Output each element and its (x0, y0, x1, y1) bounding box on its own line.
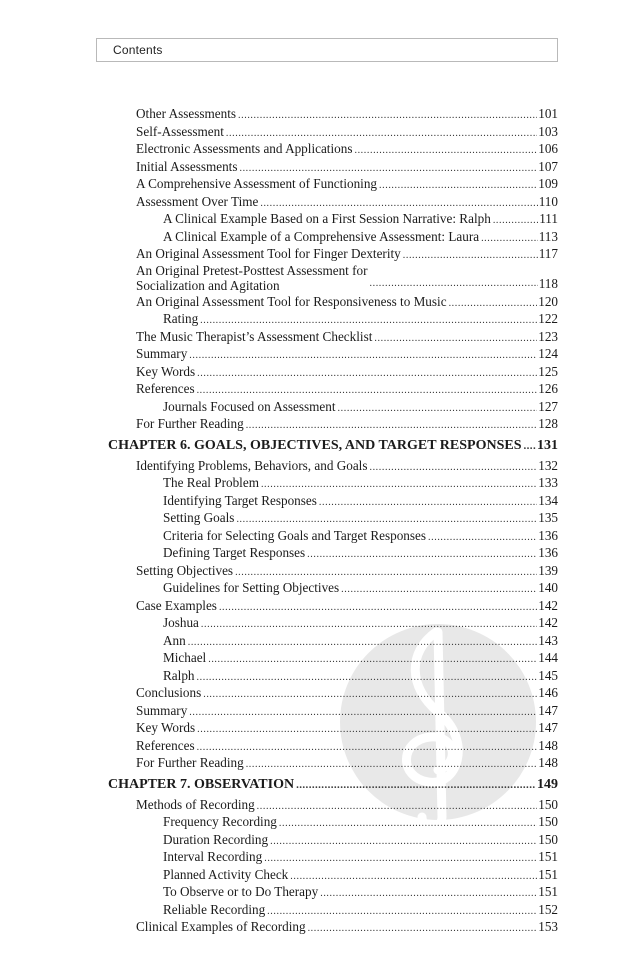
dot-leader (319, 494, 537, 512)
toc-entry-title: References (136, 737, 195, 753)
toc-entry-title: Case Examples (136, 597, 217, 613)
toc-entry[interactable] (108, 509, 558, 527)
toc-entry[interactable] (108, 293, 558, 311)
toc-entry-title: A Comprehensive Assessment of Functioning (136, 176, 378, 191)
dot-leader (246, 417, 538, 435)
dot-leader (370, 275, 538, 293)
toc-entry[interactable] (108, 398, 558, 416)
toc-entry-title: Setting Objectives (136, 562, 234, 578)
toc-page-number: 135 (538, 510, 558, 525)
toc-page-number: 146 (538, 685, 558, 700)
toc-page-number: 139 (538, 562, 558, 578)
toc-page-number: 125 (538, 363, 558, 379)
running-header (96, 38, 558, 62)
toc-entry-title: For Further Reading (136, 755, 244, 770)
dot-leader (403, 247, 538, 265)
dot-leader (338, 400, 538, 418)
toc-entry-title: Guidelines for Setting Objectives (163, 580, 340, 595)
toc-entry-title: Assessment Over Time (136, 193, 259, 209)
toc-entry-title: References (136, 381, 195, 396)
toc-entry-title: Identifying Problems, Behaviors, and Goals (136, 457, 368, 473)
toc-page-number: 127 (538, 398, 558, 414)
toc-entry-title: Duration Recording (163, 831, 269, 847)
toc-page-number: 150 (538, 814, 558, 829)
treble-clef-watermark-icon (338, 612, 538, 832)
toc-page-number: 153 (538, 919, 558, 934)
toc-page-number: 120 (538, 293, 558, 309)
toc-page-number: 111 (539, 211, 558, 226)
dot-leader (267, 903, 537, 921)
toc-entry[interactable] (108, 158, 558, 176)
toc-entry[interactable] (108, 474, 558, 492)
toc-page-number: 151 (538, 849, 558, 864)
toc-entry[interactable] (108, 328, 558, 346)
dot-leader (341, 581, 537, 599)
toc-page-number: 123 (538, 328, 558, 344)
dot-leader (307, 546, 537, 564)
toc-entry-title: Identifying Target Responses (163, 492, 317, 508)
toc-entry-title: Key Words (136, 363, 196, 379)
toc-entry-title: A Clinical Example Based on a First Session Narrative: Ralph (163, 211, 491, 226)
toc-entry-title: Criteria for Selecting Goals and Target Responses (163, 527, 427, 543)
toc-entry-title: Other Assessments (136, 106, 237, 121)
toc-entry[interactable] (108, 918, 558, 936)
toc-entry-title: Defining Target Responses (163, 545, 306, 560)
toc-page-number: 134 (538, 492, 558, 508)
toc-page-number: 133 (538, 475, 558, 490)
toc-entry-title: Electronic Assessments and Applications (136, 141, 353, 156)
toc-entry[interactable] (108, 210, 558, 228)
toc-page-number: 106 (538, 141, 558, 156)
toc-page-number: 136 (538, 545, 558, 560)
toc-entry[interactable] (108, 345, 558, 363)
toc-page-number: 144 (538, 650, 558, 665)
toc-page-number: 132 (538, 457, 558, 473)
toc-page-number: 148 (538, 737, 558, 753)
toc-entry[interactable] (108, 901, 558, 919)
toc-chapter-entry[interactable] (108, 435, 558, 456)
toc-entry-title: The Real Problem (163, 475, 259, 490)
toc-entry[interactable] (108, 245, 558, 263)
dot-leader (481, 230, 538, 248)
toc-entry-title: Conclusions (136, 685, 202, 700)
toc-entry-title: Frequency Recording (163, 814, 277, 829)
dot-leader (428, 529, 537, 547)
toc-page-number: 152 (538, 901, 558, 917)
toc-page-number: 131 (537, 437, 558, 453)
dot-leader (449, 295, 538, 313)
toc-entry[interactable] (108, 310, 558, 328)
dot-leader (379, 177, 537, 195)
running-header-label: Contents (113, 43, 163, 57)
toc-entry[interactable] (108, 579, 558, 597)
toc-entry-title: Summary (136, 702, 188, 718)
toc-entry-title: Planned Activity Check (163, 866, 289, 882)
toc-entry-title: Self-Assessment (136, 123, 224, 139)
toc-page-number: 149 (537, 776, 558, 792)
toc-entry[interactable] (108, 415, 558, 433)
toc-entry[interactable] (108, 544, 558, 562)
toc-entry-title: CHAPTER 6. GOALS, OBJECTIVES, AND TARGET RESPONSES (108, 437, 522, 453)
toc-page-number: 136 (538, 527, 558, 543)
toc-entry-title: Journals Focused on Assessment (163, 398, 336, 414)
toc-page-number: 113 (538, 228, 558, 244)
toc-entry[interactable] (108, 123, 558, 141)
toc-entry[interactable] (108, 363, 558, 381)
toc-page-number: 124 (538, 346, 558, 361)
toc-page-number: 147 (538, 720, 558, 735)
toc-entry-title: A Clinical Example of a Comprehensive Assessment: Laura (163, 228, 480, 244)
toc-entry[interactable] (108, 380, 558, 398)
toc-page-number: 126 (538, 381, 558, 396)
toc-entry[interactable] (108, 831, 558, 849)
dot-leader (290, 868, 537, 886)
toc-page-number: 143 (538, 632, 558, 648)
toc-page-number: 109 (538, 176, 558, 191)
dot-leader (189, 347, 537, 365)
toc-entry[interactable] (108, 492, 558, 510)
toc-page-number: 103 (538, 123, 558, 139)
dot-leader (369, 459, 537, 477)
toc-page-number: 150 (538, 831, 558, 847)
toc-page-number: 140 (538, 580, 558, 595)
toc-entry[interactable] (108, 866, 558, 884)
toc-entry-title: Michael (163, 650, 207, 665)
toc-entry[interactable] (108, 263, 558, 293)
toc-entry-title: Setting Goals (163, 510, 235, 525)
dot-leader (270, 833, 537, 851)
toc-page-number: 147 (538, 702, 558, 718)
toc-page-number: 142 (538, 597, 558, 613)
toc-entry-title: To Observe or to Do Therapy (163, 884, 319, 899)
toc-entry-title: Clinical Examples of Recording (136, 919, 306, 934)
toc-entry-title: Key Words (136, 720, 196, 735)
dot-leader (264, 850, 537, 868)
toc-entry-title: Rating (163, 311, 199, 326)
toc-entry-title: Joshua (163, 615, 199, 630)
toc-page-number: 145 (538, 667, 558, 683)
toc-page-number: 117 (538, 246, 558, 261)
toc-page-number: 122 (538, 311, 558, 326)
dot-leader (238, 107, 537, 125)
toc-entry[interactable] (108, 883, 558, 901)
toc-entry-title: Ralph (163, 667, 195, 683)
toc-entry-title: Ann (163, 632, 186, 648)
toc-page-number: 148 (538, 755, 558, 770)
toc-entry[interactable] (108, 527, 558, 545)
dot-leader (524, 436, 537, 457)
dot-leader (493, 212, 538, 230)
dot-leader (197, 365, 537, 383)
toc-page-number: 101 (538, 106, 558, 121)
toc-entry[interactable] (108, 105, 558, 123)
toc-entry-title-line: Socialization and Agitation (136, 277, 280, 293)
toc-entry-title: An Original Assessment Tool for Finger Dexterity (136, 246, 401, 261)
toc-page-number: 107 (538, 158, 558, 174)
toc-entry[interactable] (108, 140, 558, 158)
toc-entry-title-line: An Original Pretest-Posttest Assessment for (136, 262, 368, 278)
toc-entry-title: Initial Assessments (136, 158, 238, 174)
toc-entry-title: An Original Assessment Tool for Responsiveness to Music (136, 293, 447, 309)
toc-entry-title: Reliable Recording (163, 901, 266, 917)
dot-leader (308, 920, 538, 938)
toc-page-number: 151 (538, 866, 558, 882)
toc-entry-title: Methods of Recording (136, 796, 255, 812)
toc-entry[interactable] (108, 562, 558, 580)
dot-leader (320, 885, 537, 903)
toc-page-number: 142 (538, 615, 558, 630)
toc-entry-title (136, 263, 368, 293)
toc-entry[interactable] (108, 175, 558, 193)
toc-entry[interactable] (108, 457, 558, 475)
toc-entry[interactable] (108, 848, 558, 866)
toc-page-number: 151 (538, 884, 558, 899)
toc-page-number: 118 (538, 276, 558, 291)
toc-entry-title: CHAPTER 7. OBSERVATION (108, 776, 295, 792)
dot-leader (374, 330, 537, 348)
toc-entry[interactable] (108, 193, 558, 211)
toc-entry-title: Interval Recording (163, 849, 263, 864)
toc-entry-title: Summary (136, 346, 188, 361)
dot-leader (354, 142, 537, 160)
toc-entry-title: For Further Reading (136, 416, 244, 431)
toc-entry[interactable] (108, 228, 558, 246)
toc-page-number: 110 (538, 193, 558, 209)
toc-entry-title: The Music Therapist’s Assessment Checklist (136, 328, 373, 344)
toc-page-number: 150 (538, 796, 558, 812)
toc-page-number: 128 (538, 416, 558, 431)
